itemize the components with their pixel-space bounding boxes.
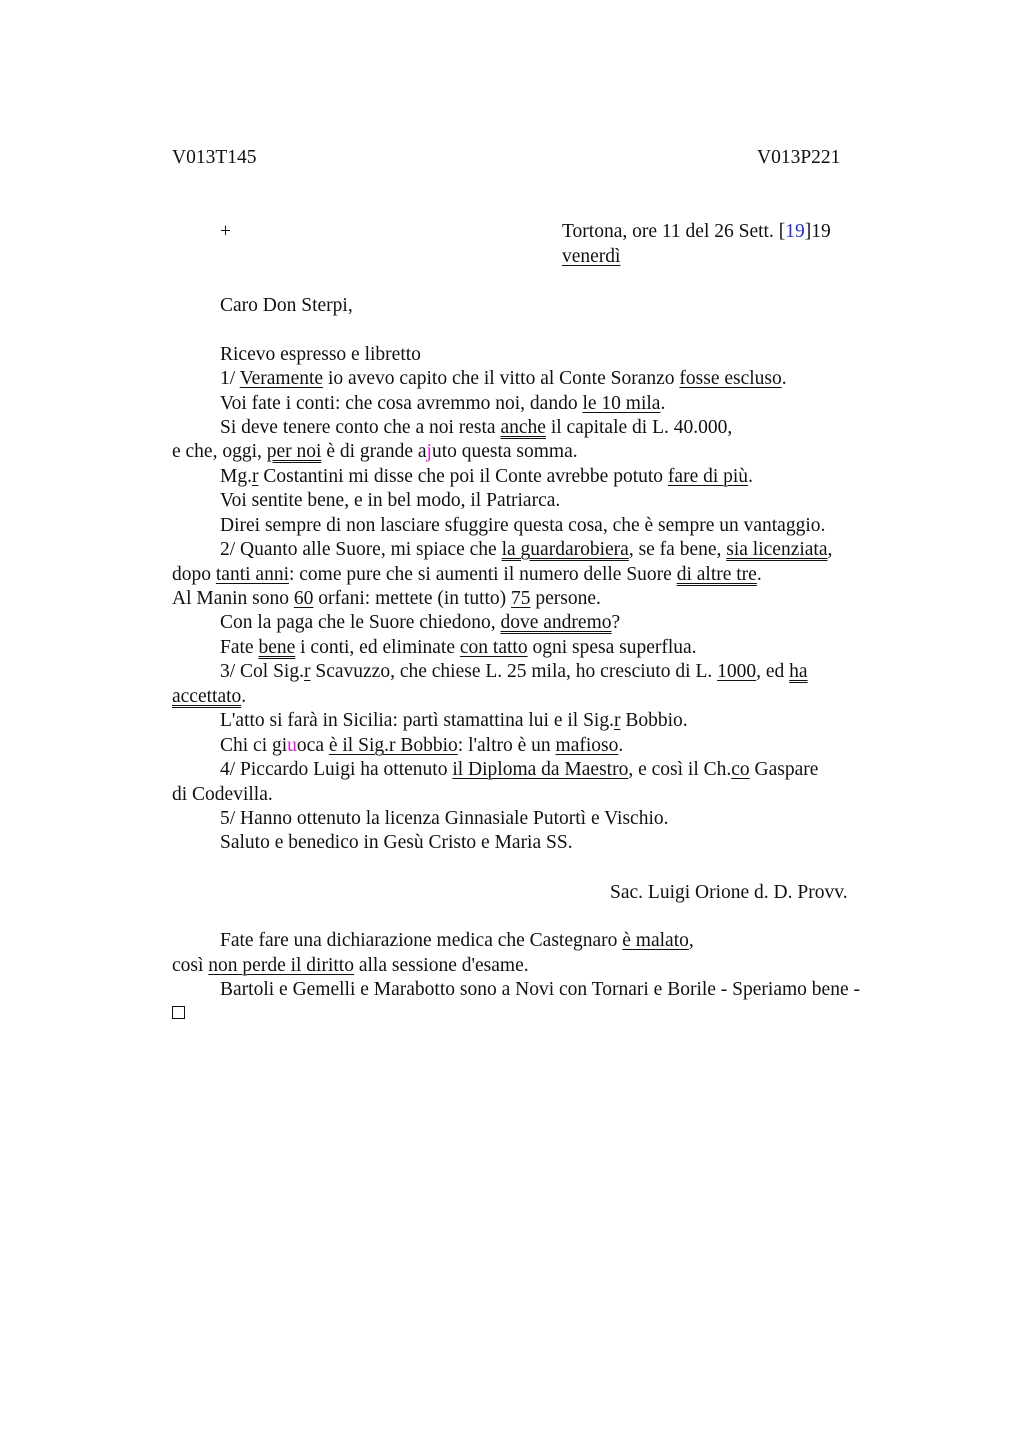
body-line-17 [220,734,623,758]
underlined-text: 75 [511,588,531,609]
text-segment: L'atto si farà in Sicilia: partì stamattina lui e il Sig. [220,710,614,731]
text-segment: Con la paga che le Suore chiedono, [220,612,501,633]
body-line-14 [220,660,808,684]
body-line-15 [172,685,246,709]
text-segment: , e così il Ch. [628,759,732,780]
cross-mark: + [220,221,231,242]
postscript-line-2 [172,954,529,978]
text-segment: il capitale di L. 40.000, [545,417,733,438]
text-segment: Al Manin sono [172,588,294,609]
text-segment: Mg. [220,466,252,487]
signature: Sac. Luigi Orione d. D. Provv. [610,882,848,903]
text-segment: io avevo capito che il vitto al Conte Soranzo [323,368,680,389]
body-line-2 [220,367,787,391]
text-segment: Bobbio. [620,710,688,731]
text-segment: persone. [530,588,601,609]
body-line-1: Ricevo espresso e libretto [220,344,421,365]
text-segment: Costantini mi disse che poi il Conte avrebbe potuto [258,466,668,487]
double-underlined-text: bene [258,637,296,658]
double-underlined-text: sia licenziata [726,539,828,560]
text-segment: dopo [172,564,216,585]
text-segment: Si deve tenere conto che a noi resta [220,417,501,438]
text-segment: , [688,930,694,951]
underlined-text: le 10 mila [582,393,661,414]
postscript-line-1 [220,929,694,953]
underlined-text: co [731,759,750,780]
text-segment: , [827,539,833,560]
text-segment: 3/ Col Sig. [220,661,304,682]
text-segment: e che, oggi, [172,441,267,462]
underlined-text: 1000 [717,661,757,682]
underlined-text: r [251,466,259,487]
double-underlined-text: dove andremo [500,612,612,633]
body-line-12 [220,611,620,635]
weekday-text: venerdì [562,246,621,267]
date-year-rest: ]19 [804,221,831,242]
double-underlined-text: di altre tre [676,564,757,585]
body-line-7: Voi sentite bene, e in bel modo, il Patriarca. [220,490,561,511]
underlined-text: è malato [622,930,689,951]
inserted-letter: j [426,441,432,462]
date-year-bracket: 19 [785,221,805,242]
text-segment: Chi ci gi [220,735,288,756]
underlined-text: non perde il diritto [208,955,354,976]
text-segment: così [172,955,209,976]
underlined-text: r [613,710,621,731]
body-line-8: Direi sempre di non lasciare sfuggire questa cosa, che è sempre un vantaggio. [220,515,826,536]
body-line-3 [220,392,665,416]
double-underlined-text: per noi [266,441,322,462]
text-segment: Fate fare una dichiarazione medica che Castegnaro [220,930,623,951]
underlined-text: mafioso [555,735,619,756]
body-line-10 [172,563,762,587]
underlined-text: Veramente [239,368,324,389]
text-segment: uto questa somma. [431,441,578,462]
text-segment: . [756,564,762,585]
text-segment: . [618,735,624,756]
text-segment: 4/ Piccardo Luigi ha ottenuto [220,759,453,780]
text-segment: : l'altro è un [457,735,556,756]
text-segment: alla sessione d'esame. [353,955,529,976]
body-line-20: 5/ Hanno ottenuto la licenza Ginnasiale Putortì e Vischio. [220,808,669,829]
underlined-text: il Diploma da Maestro [452,759,629,780]
text-segment: 2/ Quanto alle Suore, mi spiace che [220,539,502,560]
body-line-21: Saluto e benedico in Gesù Cristo e Maria SS. [220,832,573,853]
underlined-text: tanti anni [215,564,289,585]
postscript-line-3: Bartoli e Gemelli e Marabotto sono a Novi con Tornari e Borile - Speriamo bene - [220,979,860,1000]
text-segment: Scavuzzo, che chiese L. 25 mila, ho cresciuto di L. [310,661,718,682]
double-underlined-text: anche [500,417,546,438]
text-segment: è di grande a [321,441,427,462]
text-segment: 1/ [220,368,240,389]
double-underlined-text: la guardarobiera [501,539,629,560]
body-line-16 [220,709,688,733]
text-segment: . [660,393,666,414]
body-line-19: di Codevilla. [172,784,273,805]
underlined-text: 60 [293,588,314,609]
underlined-text: r [303,661,311,682]
body-line-6 [220,465,753,489]
text-segment: i conti, ed eliminate [295,637,460,658]
inserted-letter: u [287,735,297,756]
underlined-text: fare di più [667,466,749,487]
text-segment: . [748,466,753,487]
text-segment: orfani: mettete (in tutto) [313,588,512,609]
header-right-code: V013P221 [757,147,841,168]
double-underlined-text: accettato [172,686,242,707]
text-segment: ? [611,612,621,633]
text-segment: : come pure che si aumenti il numero delle Suore [288,564,677,585]
body-line-5 [172,440,578,464]
salutation: Caro Don Sterpi, [220,295,353,316]
weekday [562,245,620,269]
text-segment: , se fa bene, [628,539,727,560]
text-segment: Fate [220,637,259,658]
body-line-18 [220,758,818,782]
text-segment: Voi fate i conti: che cosa avremmo noi, dando [220,393,583,414]
body-line-4 [220,416,732,440]
underlined-text: con tatto [459,637,528,658]
header-left-code: V013T145 [172,147,257,168]
date-line [562,220,831,244]
body-line-13 [220,636,697,660]
text-segment: , ed [756,661,790,682]
underlined-text: è il Sig.r Bobbio [328,735,458,756]
double-underlined-text: ha [789,661,808,682]
text-segment: oca [296,735,329,756]
text-segment: . [241,686,247,707]
body-line-9 [220,538,832,562]
body-line-11 [172,587,601,611]
text-segment: ogni spesa superflua. [527,637,697,658]
text-segment: . [781,368,787,389]
date-city-time: Tortona, ore 11 del 26 Sett. [ [562,221,786,242]
end-box-icon [172,1006,185,1019]
text-segment: Gaspare [749,759,819,780]
underlined-text: fosse escluso [679,368,782,389]
